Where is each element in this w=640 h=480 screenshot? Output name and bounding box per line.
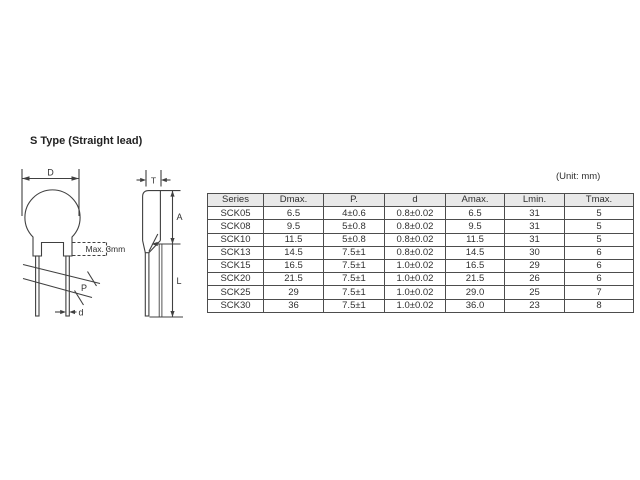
series-cell: SCK15 <box>208 259 264 272</box>
table-row <box>208 207 634 220</box>
column-header-series: Series <box>208 194 264 207</box>
arrowhead <box>170 238 174 244</box>
column-header-dmax: Dmax. <box>264 194 324 207</box>
arrowhead <box>170 311 174 317</box>
column-header-amax: Amax. <box>446 194 505 207</box>
table-cell: 0.8±0.02 <box>385 207 446 220</box>
table-cell: 29 <box>505 259 565 272</box>
table-cell: 7.5±1 <box>324 286 385 299</box>
arrowhead <box>161 178 167 182</box>
table-cell: 9.5 <box>446 220 505 233</box>
table-cell: 0.8±0.02 <box>385 233 446 246</box>
series-cell: SCK05 <box>208 207 264 220</box>
table-cell: 1.0±0.02 <box>385 273 446 286</box>
table-cell: 21.5 <box>446 273 505 286</box>
series-cell: SCK30 <box>208 299 264 312</box>
table-cell: 5 <box>565 207 634 220</box>
table-cell: 6 <box>565 246 634 259</box>
series-cell: SCK10 <box>208 233 264 246</box>
column-header-d: d <box>385 194 446 207</box>
table-cell: 7.5±1 <box>324 273 385 286</box>
column-header-lmin: Lmin. <box>505 194 565 207</box>
dim-label-D: D <box>47 167 54 178</box>
body-taper <box>143 241 146 253</box>
arrowhead <box>140 178 146 182</box>
table-cell: 7.5±1 <box>324 246 385 259</box>
table-cell: 14.5 <box>264 246 324 259</box>
table-cell: 6.5 <box>264 207 324 220</box>
table-header-row <box>208 194 634 207</box>
table-cell: 0.8±0.02 <box>385 220 446 233</box>
table-cell: 6 <box>565 259 634 272</box>
dimension-spec-table <box>207 193 634 313</box>
table-cell: 0.8±0.02 <box>385 246 446 259</box>
dim-label-L: L <box>176 276 182 286</box>
pitch-tick <box>88 272 97 287</box>
arrowhead <box>170 191 174 197</box>
section-title: S Type (Straight lead) <box>30 135 143 147</box>
table-cell: 21.5 <box>264 273 324 286</box>
lead-wire-side <box>145 253 149 316</box>
table-cell: 7.5±1 <box>324 299 385 312</box>
unit-note: (Unit: mm) <box>556 171 601 182</box>
body-taper <box>149 241 161 253</box>
dim-label-T: T <box>150 175 157 186</box>
table-row <box>208 286 634 299</box>
table-cell: 1.0±0.02 <box>385 286 446 299</box>
series-cell: SCK20 <box>208 273 264 286</box>
body-profile-outline <box>143 191 161 241</box>
table-cell: 31 <box>505 220 565 233</box>
table-cell: 36.0 <box>446 299 505 312</box>
table-cell: 7 <box>565 286 634 299</box>
side-view <box>137 170 184 317</box>
table-cell: 5±0.8 <box>324 220 385 233</box>
table-cell: 14.5 <box>446 246 505 259</box>
front-view <box>22 168 125 318</box>
table-cell: 11.5 <box>264 233 324 246</box>
arrowhead <box>72 176 80 180</box>
table-cell: 36 <box>264 299 324 312</box>
table-cell: 9.5 <box>264 220 324 233</box>
disc-body-outline <box>25 190 80 256</box>
table-cell: 31 <box>505 233 565 246</box>
table-cell: 5 <box>565 220 634 233</box>
table-cell: 16.5 <box>264 259 324 272</box>
table-row <box>208 220 634 233</box>
table-cell: 5 <box>565 233 634 246</box>
table-cell: 31 <box>505 207 565 220</box>
table-cell: 23 <box>505 299 565 312</box>
table-row <box>208 233 634 246</box>
lead-wire-left <box>36 256 39 316</box>
table-cell: 1.0±0.02 <box>385 299 446 312</box>
series-cell: SCK25 <box>208 286 264 299</box>
table-cell: 11.5 <box>446 233 505 246</box>
table-cell: 7.5±1 <box>324 259 385 272</box>
table-cell: 16.5 <box>446 259 505 272</box>
table-row <box>208 299 634 312</box>
table-cell: 29 <box>264 286 324 299</box>
lead-wire-right <box>66 256 69 316</box>
max-3mm-label: Max. 3mm <box>85 243 126 254</box>
table-cell: 1.0±0.02 <box>385 259 446 272</box>
series-cell: SCK13 <box>208 246 264 259</box>
table-cell: 6 <box>565 273 634 286</box>
table-cell: 26 <box>505 273 565 286</box>
column-header-tmax: Tmax. <box>565 194 634 207</box>
table-cell: 4±0.6 <box>324 207 385 220</box>
dim-label-P: P <box>80 283 88 293</box>
dim-label-A: A <box>176 212 183 222</box>
table-row <box>208 259 634 272</box>
table-cell: 8 <box>565 299 634 312</box>
table-cell: 5±0.8 <box>324 233 385 246</box>
table-row <box>208 273 634 286</box>
table-cell: 25 <box>505 286 565 299</box>
column-header-p: P. <box>324 194 385 207</box>
arrowhead <box>60 310 66 314</box>
arrowhead <box>22 176 30 180</box>
table-cell: 30 <box>505 246 565 259</box>
dim-label-d: d <box>78 307 84 318</box>
table-row <box>208 246 634 259</box>
series-cell: SCK08 <box>208 220 264 233</box>
arrowhead <box>69 310 75 314</box>
table-cell: 29.0 <box>446 286 505 299</box>
table-cell: 6.5 <box>446 207 505 220</box>
